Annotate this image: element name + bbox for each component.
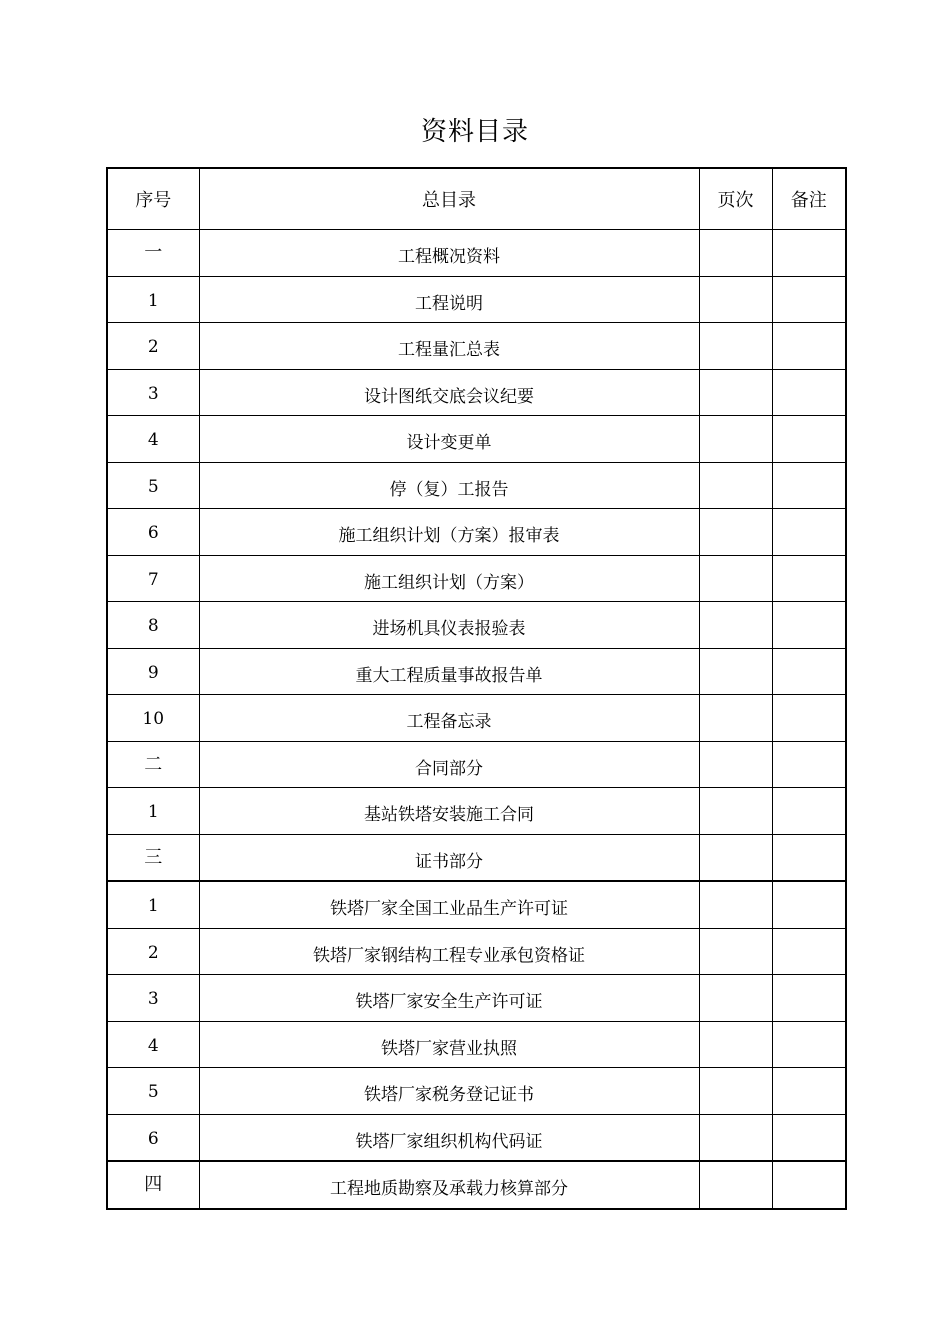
- row-title: 铁塔厂家营业执照: [199, 1021, 699, 1068]
- row-title: 铁塔厂家税务登记证书: [199, 1068, 699, 1115]
- row-page-cell: [699, 928, 772, 975]
- row-title: 施工组织计划（方案）: [199, 555, 699, 602]
- table-row: [107, 834, 846, 881]
- row-page-cell: [699, 741, 772, 788]
- row-title: 铁塔厂家钢结构工程专业承包资格证: [199, 928, 699, 975]
- row-number: 6: [107, 509, 199, 556]
- table-row: [107, 230, 846, 277]
- row-remark-cell: [772, 928, 846, 975]
- row-title: 铁塔厂家组织机构代码证: [199, 1114, 699, 1161]
- row-title: 工程地质勘察及承载力核算部分: [199, 1161, 699, 1209]
- row-title: 设计图纸交底会议纪要: [199, 369, 699, 416]
- table-row: [107, 975, 846, 1022]
- row-number: 4: [107, 1021, 199, 1068]
- table-row: [107, 369, 846, 416]
- row-remark-cell: [772, 1021, 846, 1068]
- row-title: 工程备忘录: [199, 695, 699, 742]
- row-title: 进场机具仪表报验表: [199, 602, 699, 649]
- row-number: 10: [107, 695, 199, 742]
- row-number: 一: [107, 230, 199, 277]
- toc-table: [106, 167, 847, 1210]
- row-remark-cell: [772, 369, 846, 416]
- row-title: 铁塔厂家全国工业品生产许可证: [199, 881, 699, 928]
- row-number: 2: [107, 928, 199, 975]
- row-remark-cell: [772, 741, 846, 788]
- table-header-row: [107, 168, 846, 230]
- table-row: [107, 1114, 846, 1161]
- table-body: [107, 230, 846, 1209]
- row-title: 工程量汇总表: [199, 323, 699, 370]
- document-title: 资料目录: [420, 117, 529, 147]
- row-remark-cell: [772, 230, 846, 277]
- row-number: 3: [107, 975, 199, 1022]
- row-page-cell: [699, 695, 772, 742]
- row-title: 基站铁塔安装施工合同: [199, 788, 699, 835]
- row-number: 四: [107, 1161, 199, 1209]
- table-row: [107, 1068, 846, 1115]
- table-row: [107, 323, 846, 370]
- row-number: 二: [107, 741, 199, 788]
- row-remark-cell: [772, 602, 846, 649]
- row-remark-cell: [772, 834, 846, 881]
- row-page-cell: [699, 975, 772, 1022]
- row-remark-cell: [772, 555, 846, 602]
- row-number: 1: [107, 276, 199, 323]
- row-number: 4: [107, 416, 199, 463]
- header-title: 总目录: [199, 168, 699, 230]
- row-title: 施工组织计划（方案）报审表: [199, 509, 699, 556]
- row-page-cell: [699, 509, 772, 556]
- row-page-cell: [699, 1161, 772, 1209]
- row-title: 重大工程质量事故报告单: [199, 648, 699, 695]
- row-page-cell: [699, 834, 772, 881]
- row-remark-cell: [772, 1161, 846, 1209]
- row-number: 三: [107, 834, 199, 881]
- row-title: 设计变更单: [199, 416, 699, 463]
- row-remark-cell: [772, 1068, 846, 1115]
- table-row: [107, 881, 846, 928]
- row-title: 铁塔厂家安全生产许可证: [199, 975, 699, 1022]
- row-number: 6: [107, 1114, 199, 1161]
- table-row: [107, 276, 846, 323]
- header-no: 序号: [107, 168, 199, 230]
- row-page-cell: [699, 276, 772, 323]
- row-title: 停（复）工报告: [199, 462, 699, 509]
- row-remark-cell: [772, 416, 846, 463]
- row-page-cell: [699, 555, 772, 602]
- row-number: 9: [107, 648, 199, 695]
- row-remark-cell: [772, 323, 846, 370]
- row-page-cell: [699, 1114, 772, 1161]
- row-remark-cell: [772, 462, 846, 509]
- row-remark-cell: [772, 1114, 846, 1161]
- table-row: [107, 462, 846, 509]
- row-number: 5: [107, 1068, 199, 1115]
- row-page-cell: [699, 416, 772, 463]
- row-number: 2: [107, 323, 199, 370]
- header-page: 页次: [699, 168, 772, 230]
- row-page-cell: [699, 602, 772, 649]
- row-page-cell: [699, 1068, 772, 1115]
- row-number: 1: [107, 788, 199, 835]
- row-title: 合同部分: [199, 741, 699, 788]
- row-remark-cell: [772, 975, 846, 1022]
- header-remark: 备注: [772, 168, 846, 230]
- row-page-cell: [699, 1021, 772, 1068]
- row-page-cell: [699, 369, 772, 416]
- row-number: 7: [107, 555, 199, 602]
- row-page-cell: [699, 462, 772, 509]
- table-row: [107, 648, 846, 695]
- row-title: 证书部分: [199, 834, 699, 881]
- row-page-cell: [699, 881, 772, 928]
- row-page-cell: [699, 648, 772, 695]
- row-page-cell: [699, 230, 772, 277]
- row-number: 3: [107, 369, 199, 416]
- row-title: 工程说明: [199, 276, 699, 323]
- table-row: [107, 928, 846, 975]
- table-row: [107, 1161, 846, 1209]
- table-row: [107, 509, 846, 556]
- row-remark-cell: [772, 509, 846, 556]
- row-title: 工程概况资料: [199, 230, 699, 277]
- row-number: 1: [107, 881, 199, 928]
- table-row: [107, 555, 846, 602]
- row-remark-cell: [772, 788, 846, 835]
- row-page-cell: [699, 323, 772, 370]
- row-remark-cell: [772, 648, 846, 695]
- row-page-cell: [699, 788, 772, 835]
- table-row: [107, 788, 846, 835]
- row-number: 5: [107, 462, 199, 509]
- table-row: [107, 602, 846, 649]
- table-row: [107, 416, 846, 463]
- row-remark-cell: [772, 276, 846, 323]
- table-row: [107, 741, 846, 788]
- row-number: 8: [107, 602, 199, 649]
- row-remark-cell: [772, 881, 846, 928]
- table-row: [107, 1021, 846, 1068]
- table-row: [107, 695, 846, 742]
- row-remark-cell: [772, 695, 846, 742]
